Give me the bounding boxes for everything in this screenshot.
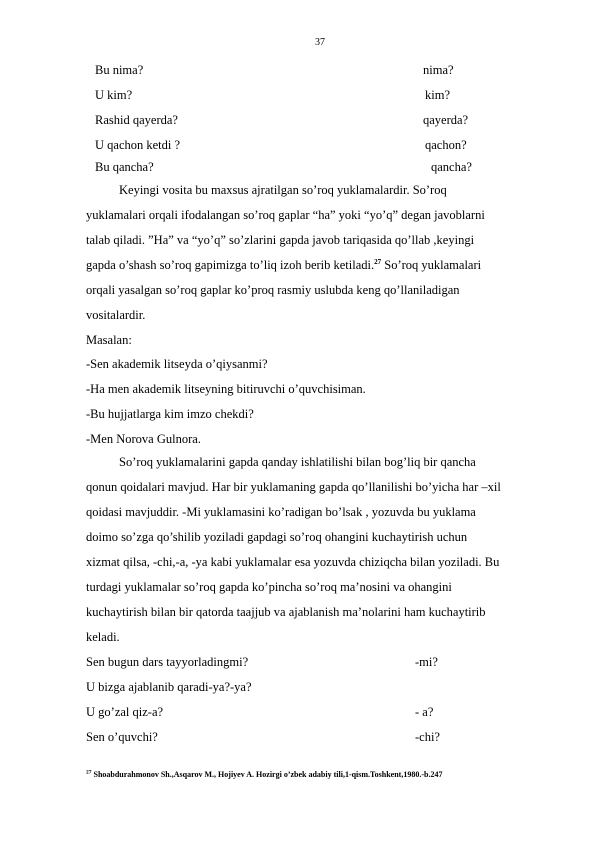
question-text: Bu nima? [95, 63, 144, 77]
question-text: Bu qancha? [95, 160, 154, 174]
example-label: Masalan: [86, 333, 132, 347]
line-text: So’roq yuklamalari [381, 258, 482, 272]
paragraph-line: kuchaytirish bilan bir qatorda taajjub va ajablanish ma’nolarini ham kuchaytirib [86, 605, 486, 619]
paragraph-line: Keyingi vosita bu maxsus ajratilgan so’roq yuklamalardir. So’roq [119, 183, 447, 197]
paragraph-line: vositalardir. [86, 308, 146, 322]
dialogue-line: -Ha men akademik litseyning bitiruvchi o’quvchisiman. [86, 382, 366, 396]
example-particle: - a? [415, 705, 434, 719]
paragraph-line: xizmat qilsa, -chi,-a, -ya kabi yuklamalar esa yozuvda chiziqcha bilan yoziladi. Bu [86, 555, 500, 569]
example-particle: -mi? [415, 655, 438, 669]
question-word: qayerda? [423, 113, 469, 127]
footnote-number: 27 [86, 769, 92, 776]
question-word: kim? [425, 88, 450, 102]
paragraph-line: qoidasi mavjuddir. -Mi yuklamasini ko’radigan bo’lsak , yozuvda bu yuklama [86, 505, 476, 519]
example-sentence: U go’zal qiz-a? [86, 705, 164, 719]
footnote-text: Shoabdurahmonov Sh.,Asqarov M., Hojiyev A. Hozirgi o’zbek adabiy tili,1-qism.Toshkent,1980.-b.247 [91, 770, 443, 779]
dialogue-line: -Bu hujjatlarga kim imzo chekdi? [86, 407, 254, 421]
dialogue-line: -Men Norova Gulnora. [86, 432, 201, 446]
question-text: U kim? [95, 88, 133, 102]
paragraph-line: talab qiladi. ”Ha” va “yo’q” so’zlarini gapda javob tariqasida qo’llab ,keyingi [86, 233, 475, 247]
example-sentence: Sen bugun dars tayyorladingmi? [86, 655, 249, 669]
example-sentence: Sen o’quvchi? [86, 730, 158, 744]
question-word: nima? [423, 63, 454, 77]
question-word: qancha? [431, 160, 472, 174]
paragraph-line: orqali yasalgan so’roq gaplar ko’proq rasmiy uslubda keng qo’llaniladigan [86, 283, 460, 297]
paragraph-line: keladi. [86, 630, 120, 644]
page-number: 37 [315, 37, 325, 48]
paragraph-line: qonun qoidalari mavjud. Har bir yuklamaning gapda qo’llanilishi bo’yicha har –xil [86, 480, 501, 494]
example-particle: -chi? [415, 730, 440, 744]
example-sentence: U bizga ajablanib qaradi-ya?-ya? [86, 680, 252, 694]
dialogue-line: -Sen akademik litseyda o’qiysanmi? [86, 357, 268, 371]
footnote-ref[interactable]: 27 [374, 257, 382, 266]
question-text: U qachon ketdi ? [95, 138, 181, 152]
paragraph-line [86, 258, 481, 273]
question-word: qachon? [425, 138, 467, 152]
line-text: gapda o’shash so’roq gapimizga to’liq izoh berib ketiladi. [86, 258, 375, 272]
paragraph-line: doimo so’zga qo’shilib yoziladi gapdagi so’roq ohangini kuchaytirish uchun [86, 530, 468, 544]
paragraph-line: So’roq yuklamalarini gapda qanday ishlatilishi bilan bog’liq bir qancha [119, 455, 476, 469]
paragraph-line: yuklamalari orqali ifodalangan so’roq gaplar “ha” yoki “yo’q” degan javoblarni [86, 208, 485, 222]
question-text: Rashid qayerda? [95, 113, 178, 127]
paragraph-line: turdagi yuklamalar so’roq gapda ko’pincha so’roq ma’nosini va ohangini [86, 580, 452, 594]
footnote [86, 770, 442, 780]
